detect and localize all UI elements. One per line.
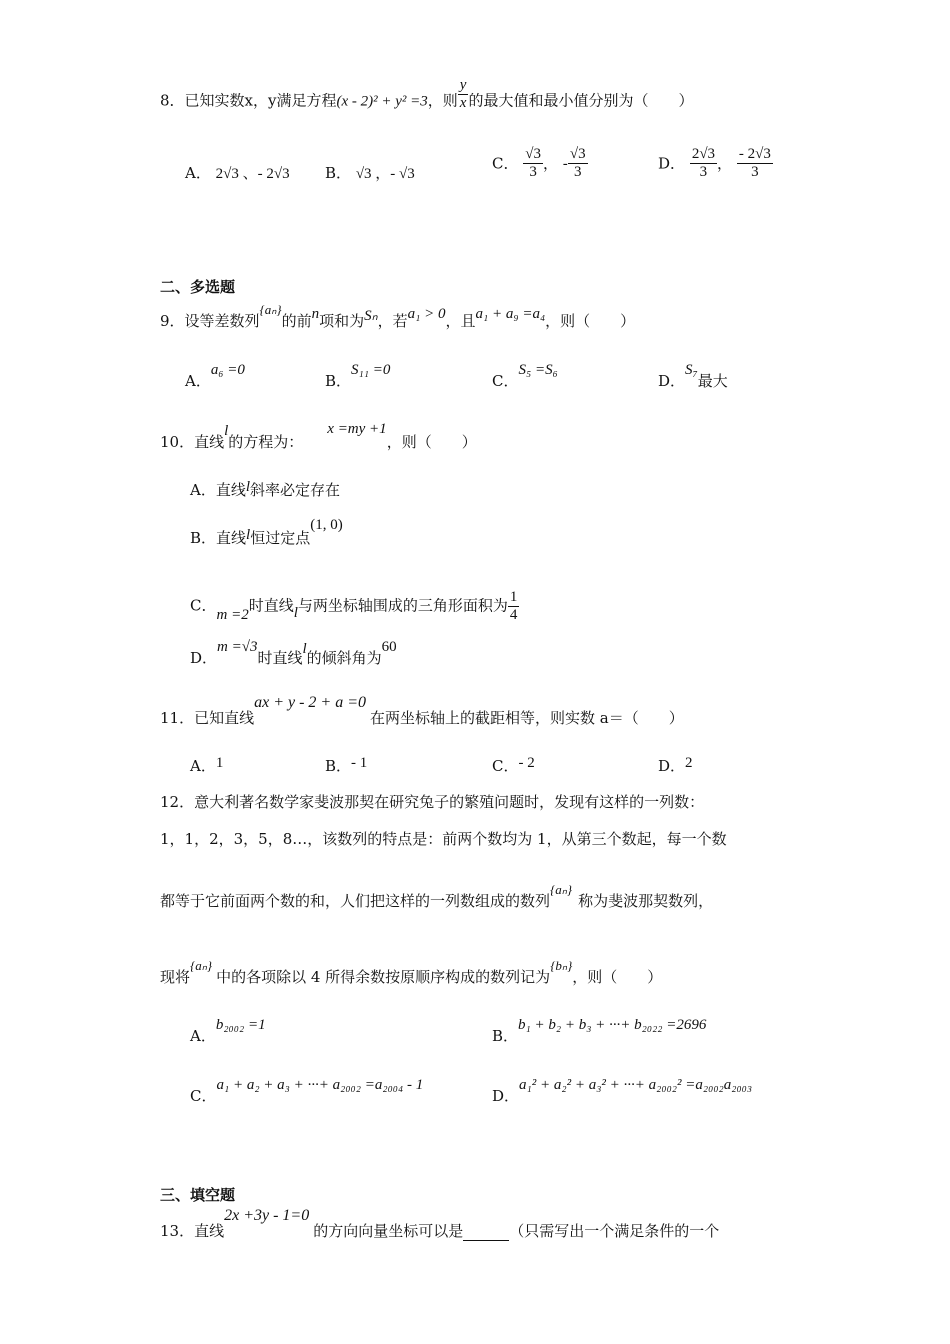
- q10-option-a-l: l: [245, 479, 251, 495]
- q10-option-d-t2: 的倾斜角为: [306, 649, 382, 667]
- q8-stem-tail: 的最大值和最小值分别为（ ）: [468, 91, 694, 110]
- q8-stem-text: 8．已知实数x，y满足方程: [160, 91, 337, 110]
- q13-stem-c: （只需写出一个满足条件的一个: [509, 1222, 720, 1240]
- q12-line-2: 1，1，2，3，5，8…，该数列的特点是：前两个数均为 1，从第三个数起，每一个数: [160, 830, 727, 848]
- section-title-multi-choice: 二、多选题: [160, 278, 236, 296]
- q9-stem-e: ，且: [445, 312, 476, 330]
- q9-option-c-label: C．: [492, 372, 519, 390]
- q13-answer-blank[interactable]: [463, 1226, 509, 1241]
- q12-line-1: 12．意大利著名数学家斐波那契在研究兔子的繁殖问题时，发现有这样的一列数：: [160, 793, 705, 811]
- q8-option-c-frac2: [568, 146, 588, 181]
- q11-option-a[interactable]: [190, 757, 223, 776]
- q12-option-a[interactable]: [190, 1017, 266, 1046]
- q11-equation: ax + y - 2 + a =0: [254, 694, 367, 711]
- q10-equation: x =my +1: [327, 421, 387, 437]
- q12-option-c-label: C．: [190, 1087, 217, 1105]
- section-title-fill-in: 三、填空题: [160, 1186, 236, 1204]
- q10-option-c-cond: m =2: [216, 606, 249, 623]
- q9-n: n: [311, 306, 320, 322]
- q8-option-c-neg: -: [562, 154, 568, 173]
- q9-option-d-label: D．: [658, 372, 686, 390]
- q10-option-d-label: D．: [190, 649, 218, 667]
- q9-stem: [160, 302, 636, 331]
- q11-option-a-label: A．: [190, 757, 216, 775]
- q10-option-c-label: C．: [190, 596, 217, 615]
- q8-option-b-label: B．: [325, 164, 352, 182]
- q10-option-c-den: 4: [509, 607, 518, 623]
- q13-stem: [160, 1207, 720, 1241]
- q9-condition-2: a₁ + a₉ =a₄: [475, 306, 546, 322]
- q10-option-c-t2: 与两坐标轴围成的三角形面积为: [297, 596, 508, 615]
- q10-option-c-t1: 时直线: [248, 596, 294, 615]
- q12-line-4-b: 中的各项除以 4 所得余数按原顺序构成的数列记为: [216, 968, 551, 986]
- q10-option-b-l: l: [246, 527, 251, 543]
- q12-line-3-a: 都等于它前面两个数的和，人们把这样的一列数组成的数列: [160, 892, 551, 910]
- q11-stem-b: 在两坐标轴上的截距相等，则实数 a＝（ ）: [370, 709, 684, 727]
- q8-option-c[interactable]: [492, 146, 588, 181]
- q9-condition-1: a₁ > 0: [407, 306, 446, 322]
- q10-option-d[interactable]: [190, 639, 397, 668]
- q10-option-c-frac: [508, 589, 520, 624]
- q12-line-3-b: 称为斐波那契数列，: [578, 892, 714, 910]
- q10-option-d-degree: 60: [381, 639, 397, 655]
- q8-option-c-label: C．: [492, 154, 519, 173]
- q11-option-c[interactable]: [492, 757, 535, 776]
- q8-option-c-sep: ，: [543, 154, 559, 173]
- q9-option-b-label: B．: [325, 372, 352, 390]
- q12-option-c[interactable]: [190, 1077, 424, 1106]
- q9-option-d[interactable]: [658, 362, 728, 391]
- q11-option-d-value: 2: [685, 755, 693, 771]
- q12-sequence-a-ref: {aₙ}: [190, 958, 213, 973]
- q10-option-b[interactable]: [190, 517, 343, 548]
- q9-sn: Sₙ: [364, 308, 378, 324]
- q12-option-d[interactable]: [492, 1077, 753, 1106]
- q9-option-d-tail: 最大: [697, 372, 728, 390]
- q12-sequence-b: {bₙ}: [550, 958, 573, 973]
- q10-stem: [160, 421, 477, 452]
- q11-option-b[interactable]: [325, 757, 367, 776]
- q10-stem-b: 的方程为：: [228, 433, 304, 451]
- q11-option-d[interactable]: [658, 757, 693, 776]
- q9-stem-a: 9．设等差数列: [160, 312, 260, 330]
- q9-option-c-expr: S₅ =S₆: [518, 362, 558, 378]
- q10-option-c-num: 1: [509, 589, 518, 605]
- q8-frac-den: x: [459, 95, 467, 111]
- q9-option-b[interactable]: [325, 362, 391, 391]
- q8-option-b[interactable]: [325, 164, 415, 183]
- q11-option-a-value: 1: [215, 755, 224, 771]
- q8-option-d-frac2: [737, 146, 773, 181]
- q9-option-d-expr: S₇: [685, 362, 698, 378]
- q12-option-b-expr: b₁ + b₂ + b₃ + ···+ b₂₀₂₂ =2696: [518, 1017, 707, 1033]
- q11-option-b-label: B．: [325, 757, 352, 775]
- q8-option-d-frac1: [690, 146, 717, 181]
- q12-option-a-expr: b₂₀₀₂ =1: [215, 1017, 266, 1033]
- q9-stem-b: 的前: [281, 312, 312, 330]
- q8-fraction: [458, 77, 469, 112]
- q10-option-a[interactable]: [190, 481, 340, 500]
- q10-option-a-text: 斜率必定存在: [250, 481, 341, 499]
- q8-option-a[interactable]: [185, 164, 290, 183]
- q10-option-d-cond: m =√3: [217, 639, 258, 655]
- q12-line-4-c: ，则（ ）: [572, 968, 663, 986]
- q13-stem-b: 的方向向量坐标可以是: [313, 1222, 464, 1240]
- q8-stem-mid: ，则: [427, 91, 458, 110]
- q12-option-a-label: A．: [190, 1027, 216, 1045]
- q8-option-a-label: A．: [185, 164, 211, 182]
- q8-option-b-value: √3 ，- √3: [355, 166, 415, 182]
- q9-option-a[interactable]: [185, 362, 245, 391]
- q8-option-d-den1: 3: [699, 164, 708, 180]
- q12-option-b[interactable]: [492, 1017, 707, 1046]
- q9-option-b-expr: S₁₁ =0: [351, 362, 391, 378]
- q9-option-a-label: A．: [185, 372, 211, 390]
- q10-option-a-label: A．直线: [190, 481, 246, 499]
- q10-l: l: [224, 423, 229, 439]
- q10-option-d-t1: 时直线: [257, 649, 303, 667]
- q10-stem-a: 10．直线: [160, 433, 225, 451]
- q9-option-c[interactable]: [492, 362, 558, 391]
- q10-stem-c: ，则（ ）: [386, 433, 477, 451]
- q10-option-b-text: 恒过定点: [250, 529, 311, 547]
- q12-line-3: [160, 882, 714, 911]
- q11-option-c-label: C．: [492, 757, 519, 775]
- q9-stem-c: 项和为: [319, 312, 365, 330]
- q8-option-a-value: 2√3 、- 2√3: [215, 166, 290, 182]
- q11-stem: [160, 694, 684, 728]
- q11-option-d-label: D．: [658, 757, 686, 775]
- q12-line-4: [160, 958, 663, 987]
- q8-frac-num: y: [459, 77, 467, 93]
- q10-option-c[interactable]: [190, 589, 519, 624]
- q12-line-4-a: 现将: [160, 968, 191, 986]
- q8-option-c-frac1: [523, 146, 543, 181]
- q8-option-c-num2: √3: [569, 146, 586, 162]
- q13-stem-a: 13．直线: [160, 1222, 225, 1240]
- q12-option-d-label: D．: [492, 1087, 520, 1105]
- q8-option-c-den2: 3: [573, 164, 582, 180]
- q11-option-b-value: - 1: [351, 755, 368, 771]
- q12-sequence-a: {aₙ}: [550, 882, 573, 897]
- q9-stem-f: ，则（ ）: [545, 312, 636, 330]
- q12-option-c-expr: a₁ + a₂ + a₃ + ···+ a₂₀₀₂ =a₂₀₀₄ - 1: [216, 1077, 424, 1093]
- q8-option-c-den1: 3: [529, 164, 537, 180]
- q8-stem: [160, 77, 694, 112]
- q12-option-d-expr: a₁² + a₂² + a₃² + ···+ a₂₀₀₂² =a₂₀₀₂a₂₀₀₃: [519, 1077, 753, 1093]
- q9-sequence: {aₙ}: [259, 302, 282, 317]
- q10-option-d-l: l: [302, 641, 307, 657]
- q13-equation: 2x +3y - 1=0: [224, 1207, 310, 1224]
- q10-option-b-point: (1, 0): [310, 517, 343, 533]
- q8-option-d[interactable]: [658, 146, 773, 181]
- q8-option-d-num1: 2√3: [691, 146, 716, 162]
- q9-option-a-expr: a₆ =0: [210, 362, 245, 378]
- q8-equation: (x - 2)² + y² =3: [336, 93, 428, 110]
- q11-stem-a: 11．已知直线: [160, 709, 255, 727]
- q12-option-b-label: B．: [492, 1027, 519, 1045]
- q9-stem-d: ，若: [377, 312, 408, 330]
- q8-option-d-label: D．: [658, 154, 686, 173]
- q10-option-b-label: B．直线: [190, 529, 247, 547]
- q8-option-d-den2: 3: [751, 164, 759, 180]
- q8-option-d-sep: ，: [717, 154, 733, 173]
- q8-option-c-num1: √3: [525, 146, 541, 162]
- q11-option-c-value: - 2: [518, 755, 535, 771]
- q10-option-c-l: l: [293, 604, 298, 621]
- q8-option-d-num2: - 2√3: [738, 146, 771, 162]
